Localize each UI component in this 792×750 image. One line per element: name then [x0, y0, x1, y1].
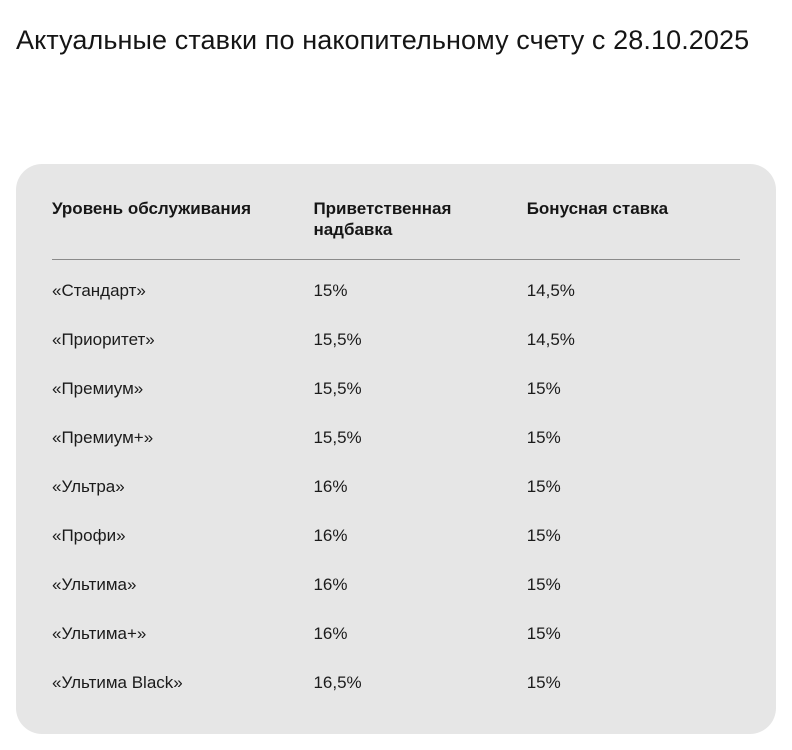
table-row	[52, 364, 740, 413]
cell-tier: «Ультра»	[52, 476, 125, 496]
cell-bonus: 15%	[526, 574, 561, 594]
cell-welcome: 16%	[313, 623, 348, 643]
cell-bonus: 15%	[526, 378, 561, 398]
cell-tier: «Премиум+»	[52, 427, 154, 447]
cell-welcome: 16,5%	[313, 672, 362, 692]
cell-bonus: 14,5%	[526, 329, 575, 349]
cell-welcome: 16%	[313, 574, 348, 594]
column-header-tier: Уровень обслуживания	[52, 199, 251, 218]
table-body	[52, 259, 740, 707]
cell-welcome: 15,5%	[313, 427, 362, 447]
table-row	[52, 413, 740, 462]
cell-tier: «Премиум»	[52, 378, 144, 398]
table-row	[52, 462, 740, 511]
column-header-welcome-bonus: Приветственная надбавка	[313, 199, 452, 240]
table-row	[52, 609, 740, 658]
table-header	[52, 198, 740, 259]
rates-table	[52, 198, 740, 707]
cell-tier: «Приоритет»	[52, 329, 155, 349]
cell-bonus: 15%	[526, 476, 561, 496]
table-row	[52, 315, 740, 364]
table-row	[52, 259, 740, 315]
rates-card	[16, 164, 776, 734]
cell-tier: «Ультима»	[52, 574, 137, 594]
page-title: Актуальные ставки по накопительному счету с 28.10.2025	[16, 25, 750, 55]
table-row	[52, 511, 740, 560]
cell-tier: «Профи»	[52, 525, 126, 545]
cell-welcome: 15%	[313, 280, 348, 300]
cell-bonus: 15%	[526, 525, 561, 545]
cell-tier: «Стандарт»	[52, 280, 146, 300]
cell-welcome: 16%	[313, 476, 348, 496]
cell-tier: «Ультима+»	[52, 623, 147, 643]
table-header-row	[52, 198, 740, 259]
cell-bonus: 15%	[526, 623, 561, 643]
cell-bonus: 14,5%	[526, 280, 575, 300]
table-row	[52, 658, 740, 707]
column-header-bonus-rate: Бонусная ставка	[526, 199, 669, 218]
cell-tier: «Ультима Black»	[52, 672, 183, 692]
cell-welcome: 15,5%	[313, 329, 362, 349]
cell-bonus: 15%	[526, 427, 561, 447]
cell-bonus: 15%	[526, 672, 561, 692]
cell-welcome: 15,5%	[313, 378, 362, 398]
cell-welcome: 16%	[313, 525, 348, 545]
table-row	[52, 560, 740, 609]
